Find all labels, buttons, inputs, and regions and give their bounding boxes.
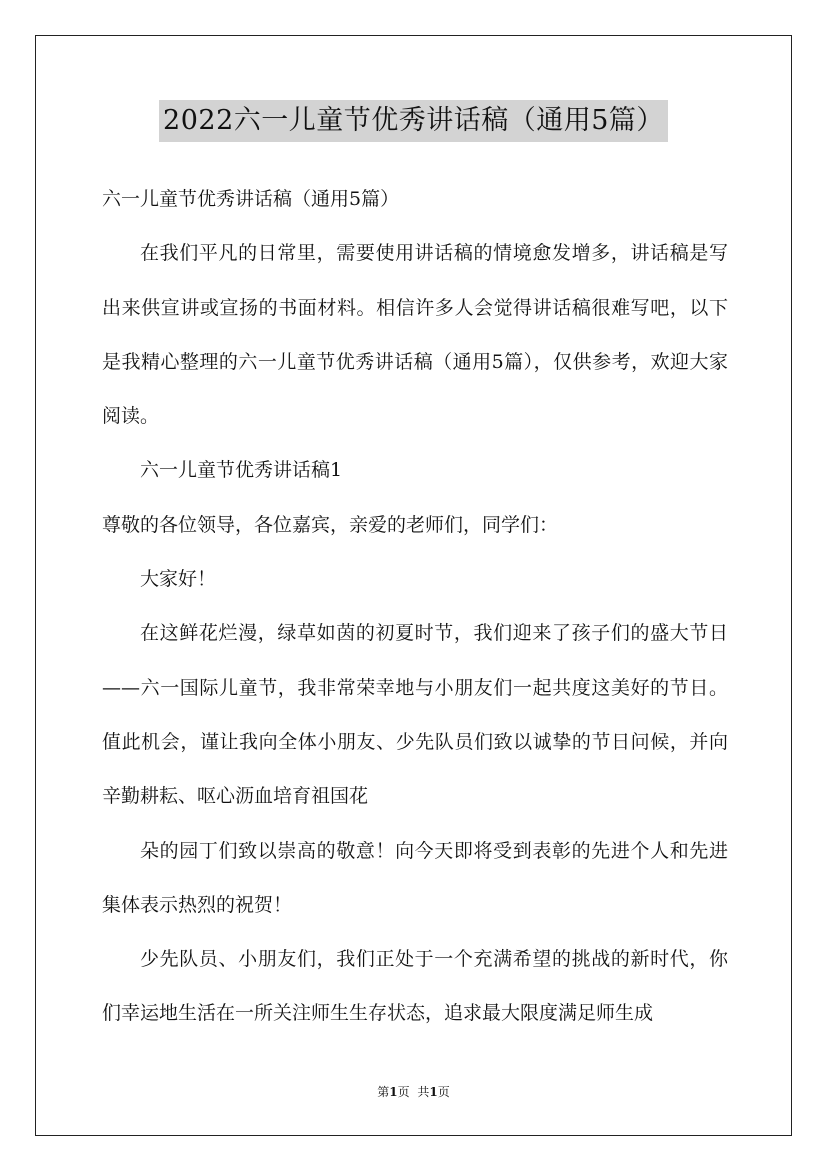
page-prefix: 第 [377, 1085, 390, 1099]
document-title: 2022六一儿童节优秀讲话稿（通用5篇） [159, 100, 668, 142]
total-prefix: 共 [417, 1085, 430, 1099]
page-suffix: 页 [397, 1085, 410, 1099]
paragraph: 大家好！ [140, 568, 217, 591]
page-footer [0, 1082, 827, 1102]
paragraph: 六一儿童节优秀讲话稿1 [140, 459, 343, 482]
total-suffix: 页 [437, 1085, 450, 1099]
paragraph: 朵的园丁们致以崇高的敬意！向今天即将受到表彰的先进个人和先进集体表示热烈的祝贺！ [102, 839, 728, 916]
page-total: 1 [429, 1085, 438, 1099]
title-wrap [0, 100, 827, 142]
paragraph: 在我们平凡的日常里，需要使用讲话稿的情境愈发增多，讲话稿是写出来供宣讲或宣扬的书面材料。相信许多人会觉得讲话稿很难写吧，以下是我精心整理的六一儿童节优秀讲话稿（通用5篇），仅供参考，欢迎大家阅读。 [102, 242, 728, 428]
paragraph: 六一儿童节优秀讲话稿（通用5篇） [102, 188, 400, 210]
paragraph: 在这鲜花烂漫，绿草如茵的初夏时节，我们迎来了孩子们的盛大节日——六一国际儿童节，我非常荣幸地与小朋友们一起共度这美好的节日。值此机会，谨让我向全体小朋友、少先队员们致以诚挚的节日问候，并向辛勤耕耘、呕心沥血培育祖国花 [102, 622, 728, 808]
paragraph: 少先队员、小朋友们，我们正处于一个充满希望的挑战的新时代，你们幸运地生活在一所关注师生生存状态，追求最大限度满足师生成 [102, 948, 728, 1025]
document-body [102, 172, 728, 1041]
paragraph: 尊敬的各位领导，各位嘉宾，亲爱的老师们，同学们： [102, 513, 559, 536]
page-current: 1 [389, 1085, 398, 1099]
